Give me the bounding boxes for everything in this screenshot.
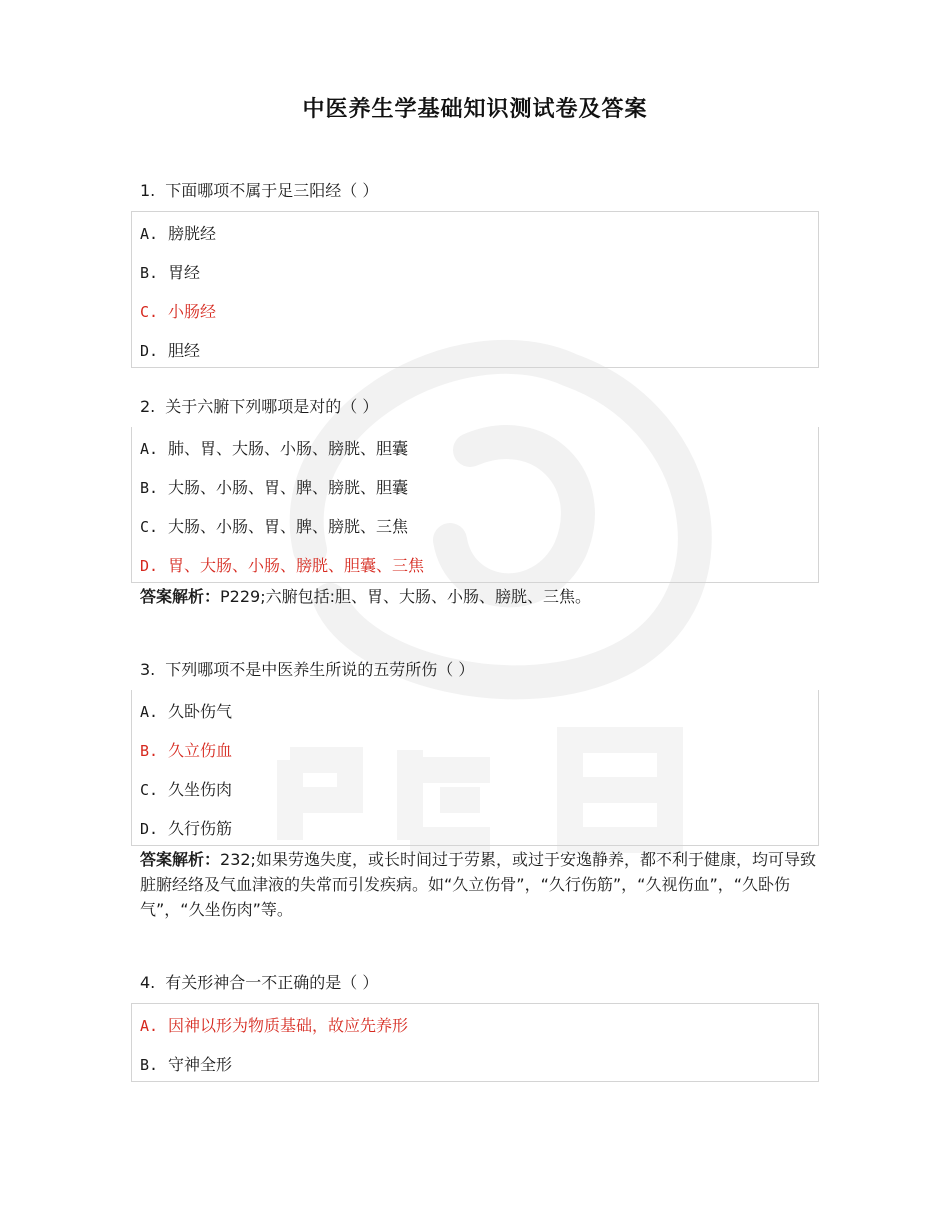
question-1	[140, 178, 378, 201]
option-letter: A.	[140, 225, 159, 243]
option-text: 胃、大肠、小肠、膀胱、胆囊、三焦	[168, 556, 425, 575]
option-c-correct[interactable]	[140, 299, 216, 322]
option-letter: A.	[140, 703, 159, 721]
option-letter: D.	[140, 820, 159, 838]
option-text: 久行伤筋	[168, 819, 233, 838]
option-letter: A.	[140, 440, 159, 458]
option-b[interactable]	[140, 1052, 232, 1075]
options-box-1	[131, 211, 819, 368]
option-a[interactable]	[140, 221, 216, 244]
option-b[interactable]	[140, 260, 200, 283]
options-box-2	[131, 427, 819, 583]
option-text: 小肠经	[168, 302, 217, 321]
option-letter: C.	[140, 518, 159, 536]
option-text: 守神全形	[168, 1055, 233, 1074]
option-letter: B.	[140, 264, 159, 282]
option-a[interactable]	[140, 436, 408, 459]
option-b[interactable]	[140, 475, 408, 498]
question-4	[140, 970, 378, 993]
page-title: 中医养生学基础知识测试卷及答案	[302, 97, 648, 122]
option-a-correct[interactable]	[140, 1013, 408, 1036]
option-text: 大肠、小肠、胃、脾、膀胱、三焦	[168, 517, 409, 536]
option-text: 膀胱经	[168, 224, 217, 243]
answer-analysis-2	[140, 584, 820, 609]
question-3	[140, 657, 474, 680]
options-box-4	[131, 1003, 819, 1082]
option-letter: D.	[140, 557, 159, 575]
option-letter: D.	[140, 342, 159, 360]
question-number: 4.	[140, 973, 156, 992]
option-text: 因神以形为物质基础，故应先养形	[168, 1016, 409, 1035]
question-number: 1.	[140, 181, 156, 200]
option-letter: A.	[140, 1017, 159, 1035]
analysis-label: 答案解析：	[140, 587, 221, 606]
option-a[interactable]	[140, 699, 232, 722]
question-text: 下面哪项不属于足三阳经（ ）	[165, 181, 379, 200]
option-text: 肺、胃、大肠、小肠、膀胱、胆囊	[168, 439, 409, 458]
question-text: 有关形神合一不正确的是（ ）	[165, 973, 379, 992]
option-d-correct[interactable]	[140, 553, 424, 576]
option-c[interactable]	[140, 514, 408, 537]
analysis-text: P229;六腑包括:胆、胃、大肠、小肠、膀胱、三焦。	[220, 587, 591, 606]
question-text: 下列哪项不是中医养生所说的五劳所伤（ ）	[165, 660, 475, 679]
option-text: 大肠、小肠、胃、脾、膀胱、胆囊	[168, 478, 409, 497]
option-b-correct[interactable]	[140, 738, 232, 761]
option-d[interactable]	[140, 338, 200, 361]
analysis-text: 232;如果劳逸失度，或长时间过于劳累，或过于安逸静养，都不利于健康，均可导致脏腑经络及气血津液的失常而引发疾病。如“久立伤骨”，“久行伤筋”，“久视伤血”，“久卧伤气”，“久坐伤肉”等。	[140, 850, 816, 919]
option-text: 久坐伤肉	[168, 780, 233, 799]
option-letter: B.	[140, 742, 159, 760]
option-c[interactable]	[140, 777, 232, 800]
analysis-label: 答案解析：	[140, 850, 221, 869]
option-letter: B.	[140, 1056, 159, 1074]
options-box-3	[131, 690, 819, 846]
option-letter: B.	[140, 479, 159, 497]
option-text: 久卧伤气	[168, 702, 233, 721]
question-text: 关于六腑下列哪项是对的（ ）	[165, 397, 379, 416]
option-d[interactable]	[140, 816, 232, 839]
question-2	[140, 394, 378, 417]
option-letter: C.	[140, 781, 159, 799]
answer-analysis-3	[140, 847, 820, 922]
option-text: 久立伤血	[168, 741, 233, 760]
option-letter: C.	[140, 303, 159, 321]
question-number: 3.	[140, 660, 156, 679]
question-number: 2.	[140, 397, 156, 416]
option-text: 胃经	[168, 263, 201, 282]
option-text: 胆经	[168, 341, 201, 360]
